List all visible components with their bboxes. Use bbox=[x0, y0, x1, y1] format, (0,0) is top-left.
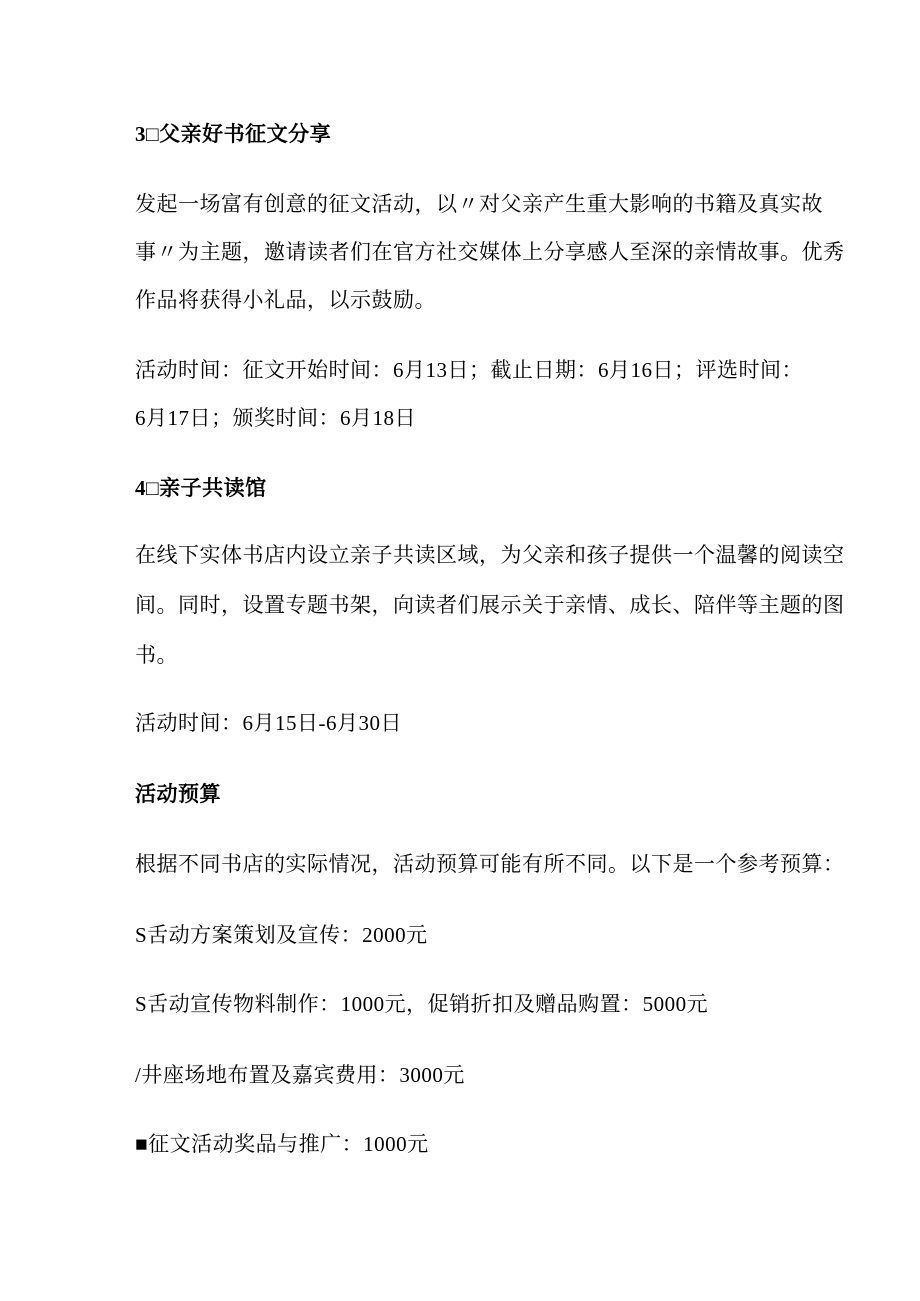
section4-desc-line-2: 间。同时，设置专题书架，向读者们展示关于亲情、成长、陪伴等主题的图 bbox=[135, 593, 845, 617]
budget-item-4: ■征文活动奖品与推广：1000元 bbox=[135, 1132, 429, 1156]
budget-intro: 根据不同书店的实际情况，活动预算可能有所不同。以下是一个参考预算： bbox=[135, 852, 845, 876]
budget-item-3: /井座场地布置及嘉宾费用：3000元 bbox=[135, 1063, 465, 1087]
section3-desc-line-3: 作品将获得小礼品，以示鼓励。 bbox=[135, 288, 436, 312]
section4-heading: 4□亲子共读馆 bbox=[135, 476, 267, 500]
section4-desc-line-3: 书。 bbox=[135, 643, 178, 667]
budget-heading: 活动预算 bbox=[135, 782, 221, 806]
budget-item-2: S舌动宣传物料制作：1000元，促销折扣及赠品购置：5000元 bbox=[135, 992, 709, 1016]
section4-time: 活动时间：6月15日-6月30日 bbox=[135, 711, 402, 735]
section4-desc-line-1: 在线下实体书店内设立亲子共读区域，为父亲和孩子提供一个温馨的阅读空 bbox=[135, 543, 845, 567]
budget-item-1: S舌动方案策划及宣传：2000元 bbox=[135, 923, 428, 947]
section3-time-line-2: 6月17日；颁奖时间：6月18日 bbox=[135, 406, 416, 430]
section3-desc-line-1: 发起一场富有创意的征文活动，以〃对父亲产生重大影响的书籍及真实故 bbox=[135, 192, 823, 216]
section3-desc-line-2: 事〃为主题，邀请读者们在官方社交媒体上分享感人至深的亲情故事。优秀 bbox=[135, 240, 845, 264]
section3-time-line-1: 活动时间：征文开始时间：6月13日；截止日期：6月16日；评选时间： bbox=[135, 358, 803, 382]
section3-heading: 3□父亲好书征文分享 bbox=[135, 122, 332, 146]
